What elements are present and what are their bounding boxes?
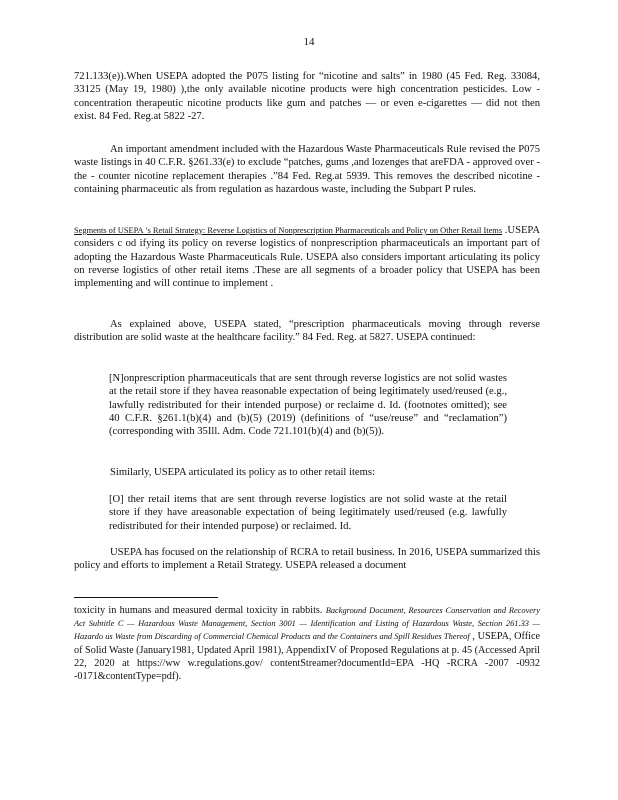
- paragraph-retail-strategy: [74, 224, 540, 290]
- page-number: 14: [303, 36, 315, 48]
- footnote: [74, 604, 540, 683]
- paragraph-explained-above: As explained above, USEPA stated, “prescription pharmaceuticals moving through reverse distribution are solid waste at the healthcare facility.” 84 Fed. Reg. at 5827. USEPA continued:: [74, 319, 540, 344]
- paragraph-amendment: An important amendment included with the Hazardous Waste Pharmaceuticals Rule revised the P075 waste listings in 40 C.F.R. §261.33(e) to exclude “patches, gums ,and lozenges that areFDA - approved over - the - counter nicotine replacement therapies .”84 Fed. Reg.at 5939. This removes the described nicotine - containing pharmaceutic als from regulation as hazardous waste, including the Subpart P rules.: [74, 144, 540, 195]
- paragraph-similarly: Similarly, USEPA articulated its policy as to other retail items:: [110, 467, 375, 478]
- section-heading-body: .USEPA considers c od ifying its policy on reverse logistics of nonprescription pharmaceuticals an important part of adopting the Hazardous Waste Pharmaceuticals Rule. USEPA also considers important articulating its policy on reverse logistics of other retail items .These are all segments of a broader policy that USEPA has been implementing and will continue to implement .: [74, 225, 540, 290]
- footnote-separator: [74, 597, 218, 598]
- paragraph-p075-history: 721.133(e)).When USEPA adopted the P075 listing for “nicotine and salts” in 1980 (45 Fed. Reg. 33084, 33125 (May 19, 1980) ),the only available nicotine products were high concentration pesticides. Low - concentration therapeutic nicotine products like gum and patches — or even e-cigarettes — did not then exist. 84 Fed. Reg.at 5822 -27.: [74, 71, 540, 122]
- section-heading: Segments of USEPA ’s Retail Strategy: Reverse Logistics of Nonprescription Pharmaceuticals and Policy on Other Retail Items: [74, 226, 503, 235]
- footnote-rest: , USEPA, Office of Solid Waste (January1981, Updated April 1981), AppendixIV of Proposed Regulations at p. 45 (Accessed April 22, 2020 at https://ww w.regulations.gov/ contentStreamer?documentId=EPA -HQ -RCRA -2007 -0932 -0171&contentType=pdf).: [74, 631, 540, 683]
- paragraph-usepa-focus: USEPA has focused on the relationship of RCRA to retail business. In 2016, USEPA summarized this policy and efforts to implement a Retail Strategy. USEPA released a document: [74, 547, 540, 572]
- footnote-lead: toxicity in humans and measured dermal toxicity in rabbits.: [74, 605, 326, 616]
- block-quote-other-retail: [O] ther retail items that are sent through reverse logistics are not solid waste at the retail store if they have areasonable expectation of being legitimately used/reused (e.g. lawfully redistributed for their intended purpose) or reclaimed. Id.: [109, 494, 507, 532]
- footnote-citation-title: Background Document, Resources Conservation and Recovery Act Subtitle C — Hazardous Waste Management, Section 3001 — Identification and Listing of Hazardous Waste, Section 261.33 — Hazardo us Waste from Discarding of Commercial Chemical Products and the Containers and Spill Residues Thereof: [74, 606, 540, 642]
- block-quote-nonprescription: [N]onprescription pharmaceuticals that are sent through reverse logistics are not solid wastes at the retail store if they havea reasonable expectation of being legitimately used/reused (e.g., lawfully redistributed for their intended purpose) or reclaime d. Id. (footnotes omitted); see 40 C.F.R. §261.1(b)(4) and (b)(5) (2019) (definitions of “use/reuse” and “reclamation”) (corresponding with 35Ill. Adm. Code 721.101(b)(4) and (b)(5)).: [109, 373, 507, 438]
